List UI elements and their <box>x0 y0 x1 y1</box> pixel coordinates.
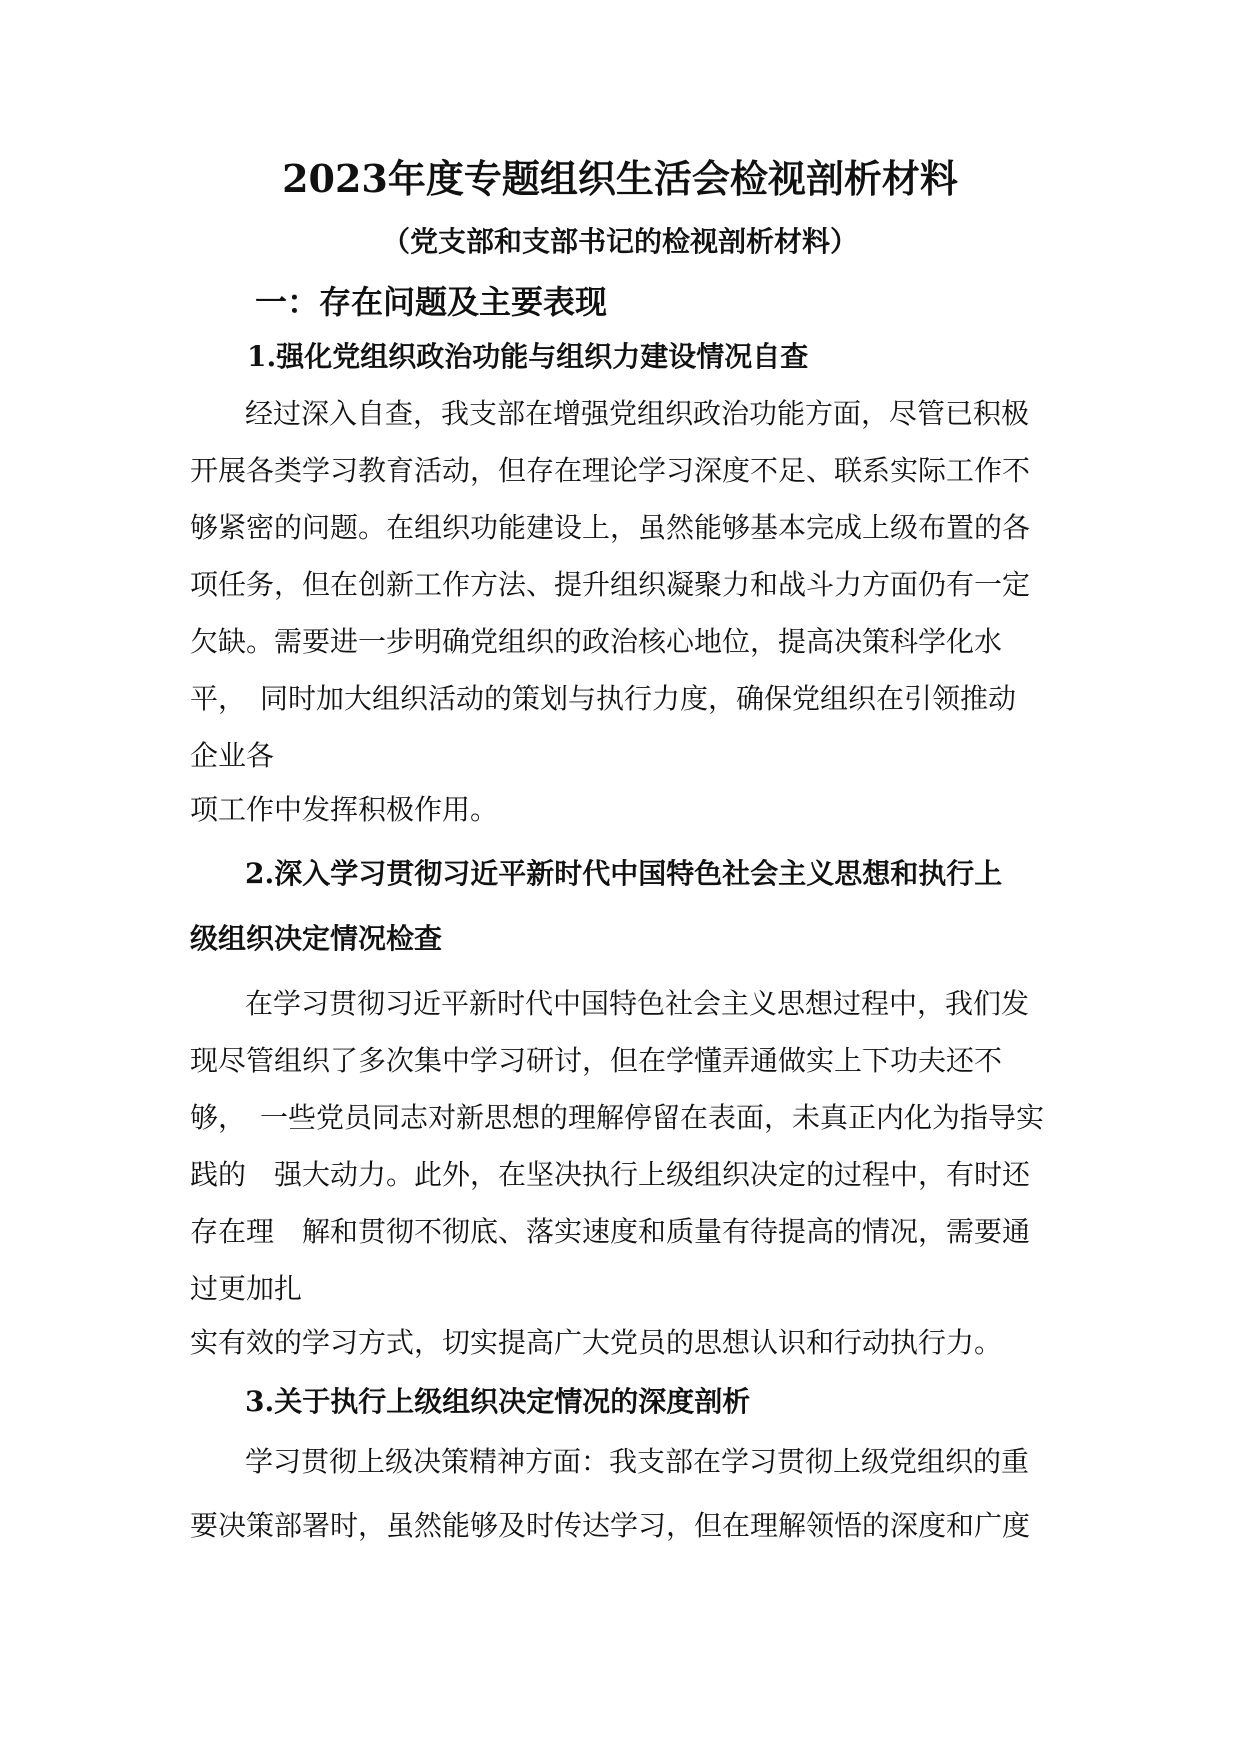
paragraph-line: 开展各类学习教育活动，但存在理论学习深度不足、联系实际工作不 <box>190 454 1031 487</box>
paragraph-line: 存在理 解和贯彻不彻底、落实速度和质量有待提高的情况，需要通 <box>190 1215 1031 1248</box>
paragraph-line: 学习贯彻上级决策精神方面：我支部在学习贯彻上级党组织的重 <box>245 1445 1030 1478</box>
paragraph-line: 经过深入自查，我支部在增强党组织政治功能方面，尽管已积极 <box>245 397 1030 430</box>
document-subtitle: （党支部和支部书记的检视剖析材料） <box>381 225 858 258</box>
paragraph-line: 过更加扎 <box>190 1272 303 1305</box>
paragraph-line: 平， 同时加大组织活动的策划与执行力度，确保党组织在引领推动 <box>190 682 1017 715</box>
paragraph-line: 企业各 <box>190 739 275 772</box>
paragraph-line: 践的 强大动力。此外，在坚决执行上级组织决定的过程中，有时还 <box>190 1158 1031 1191</box>
item1-heading: 1.强化党组织政治功能与组织力建设情况自查 <box>247 340 809 373</box>
paragraph-line: 在学习贯彻习近平新时代中国特色社会主义思想过程中，我们发 <box>245 987 1030 1020</box>
paragraph-line: 要决策部署时，虽然能够及时传达学习，但在理解领悟的深度和广度 <box>190 1509 1031 1542</box>
paragraph-line: 欠缺。需要进一步明确党组织的政治核心地位，提高决策科学化水 <box>190 625 1003 658</box>
section-heading: 一：存在问题及主要表现 <box>255 283 608 321</box>
paragraph-line: 够紧密的问题。在组织功能建设上，虽然能够基本完成上级布置的各 <box>190 511 1031 544</box>
paragraph-line: 项工作中发挥积极作用。 <box>190 793 499 826</box>
paragraph-line: 够， 一些党员同志对新思想的理解停留在表面，未真正内化为指导实 <box>190 1101 1045 1134</box>
item3-heading: 3.关于执行上级组织决定情况的深度剖析 <box>245 1385 751 1418</box>
document-title: 2023年度专题组织生活会检视剖析材料 <box>282 156 958 201</box>
paragraph-line: 现尽管组织了多次集中学习研讨，但在学懂弄通做实上下功夫还不 <box>190 1044 1003 1077</box>
paragraph-line: 实有效的学习方式，切实提高广大党员的思想认识和行动执行力。 <box>190 1326 1003 1359</box>
item2-heading: 2.深入学习贯彻习近平新时代中国特色社会主义思想和执行上 <box>245 857 1003 890</box>
paragraph-line: 项任务，但在创新工作方法、提升组织凝聚力和战斗力方面仍有一定 <box>190 568 1031 601</box>
item2-heading-continued: 级组织决定情况检查 <box>190 922 443 955</box>
